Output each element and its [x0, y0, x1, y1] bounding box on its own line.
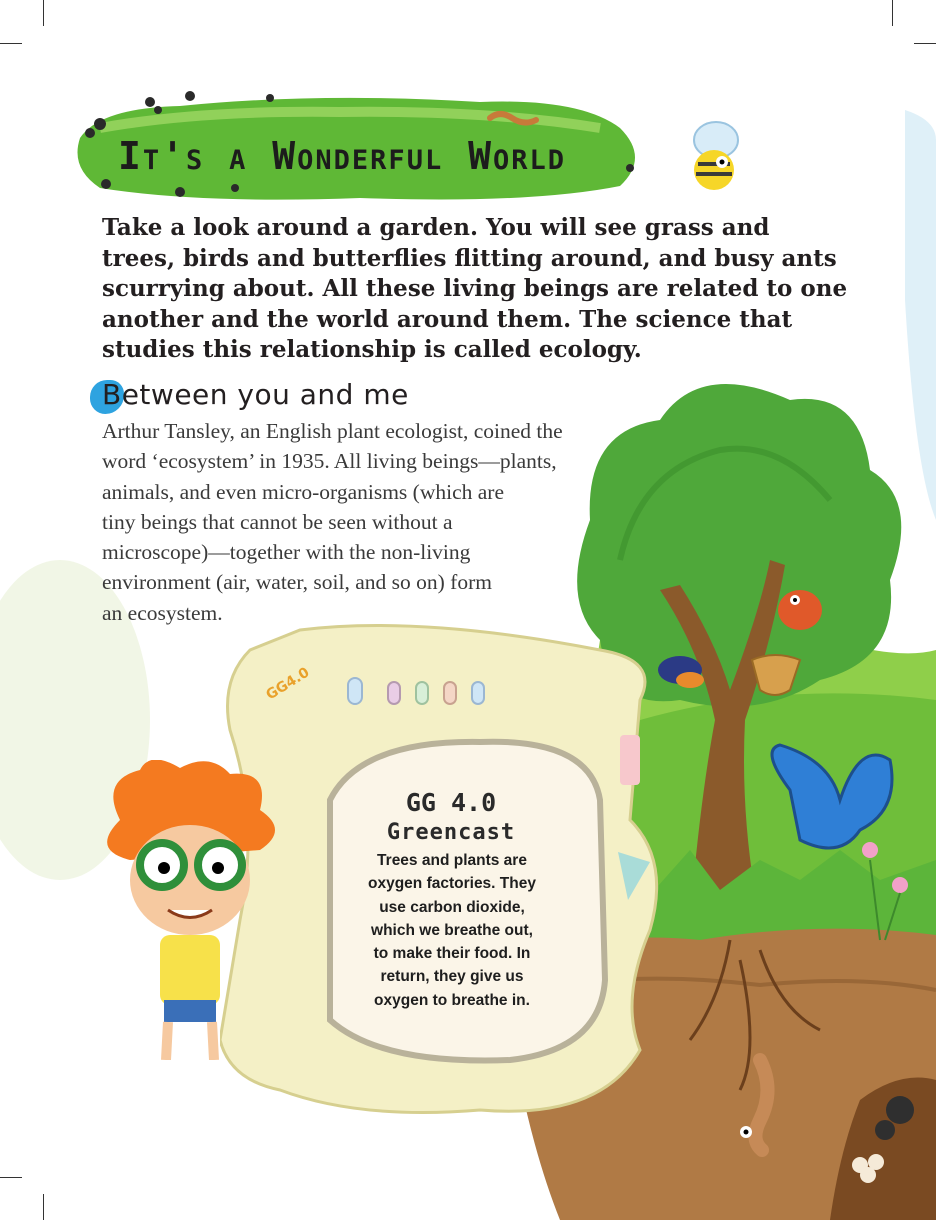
- device-text-line: use carbon dioxide,: [379, 898, 525, 916]
- device-text-line: Trees and plants are: [377, 852, 527, 869]
- boy-character: [90, 760, 310, 1060]
- intro-line: Take a look around a garden. You will see grass and: [102, 214, 770, 241]
- body-line: tiny beings that cannot be seen without a: [102, 509, 453, 534]
- body-line: environment (air, water, soil, and so on) form: [102, 570, 492, 595]
- device-subtitle: Greencast: [386, 820, 516, 845]
- body-line: word ‘ecosystem’ in 1935. All living beings—plants,: [102, 449, 557, 474]
- device-text-line: to make their food. In: [373, 945, 531, 963]
- device-text-line: oxygen to breathe in.: [374, 991, 530, 1009]
- intro-line: studies this relationship is called ecology.: [102, 336, 642, 363]
- body-line: an ecosystem.: [102, 600, 223, 625]
- device-title: GG 4.0: [405, 788, 497, 817]
- device-text-line: oxygen factories. They: [368, 875, 536, 893]
- intro-line: trees, birds and butterflies flitting around, and busy ants: [102, 244, 837, 272]
- device-text-line: return, they give us: [380, 968, 524, 986]
- body-line: microscope)—together with the non-living: [102, 540, 471, 565]
- subheading: Between you and me: [102, 378, 409, 411]
- body-line: Arthur Tansley, an English plant ecologist, coined the: [102, 419, 563, 443]
- intro-paragraph: [102, 213, 848, 366]
- bird-red: [778, 590, 822, 630]
- device-label: GG4.0: [263, 664, 313, 704]
- bee-illustration: [676, 112, 756, 202]
- device-text-line: which we breathe out,: [371, 921, 533, 939]
- body-line: animals, and even micro-organisms (which are: [102, 479, 505, 504]
- body-paragraph: [102, 416, 563, 628]
- page-title: It's a Wonderful World: [118, 134, 566, 178]
- device-text: [352, 849, 552, 1012]
- intro-line: scurrying about. All these living beings are related to one: [102, 275, 848, 302]
- intro-line: another and the world around them. The science that: [102, 305, 793, 333]
